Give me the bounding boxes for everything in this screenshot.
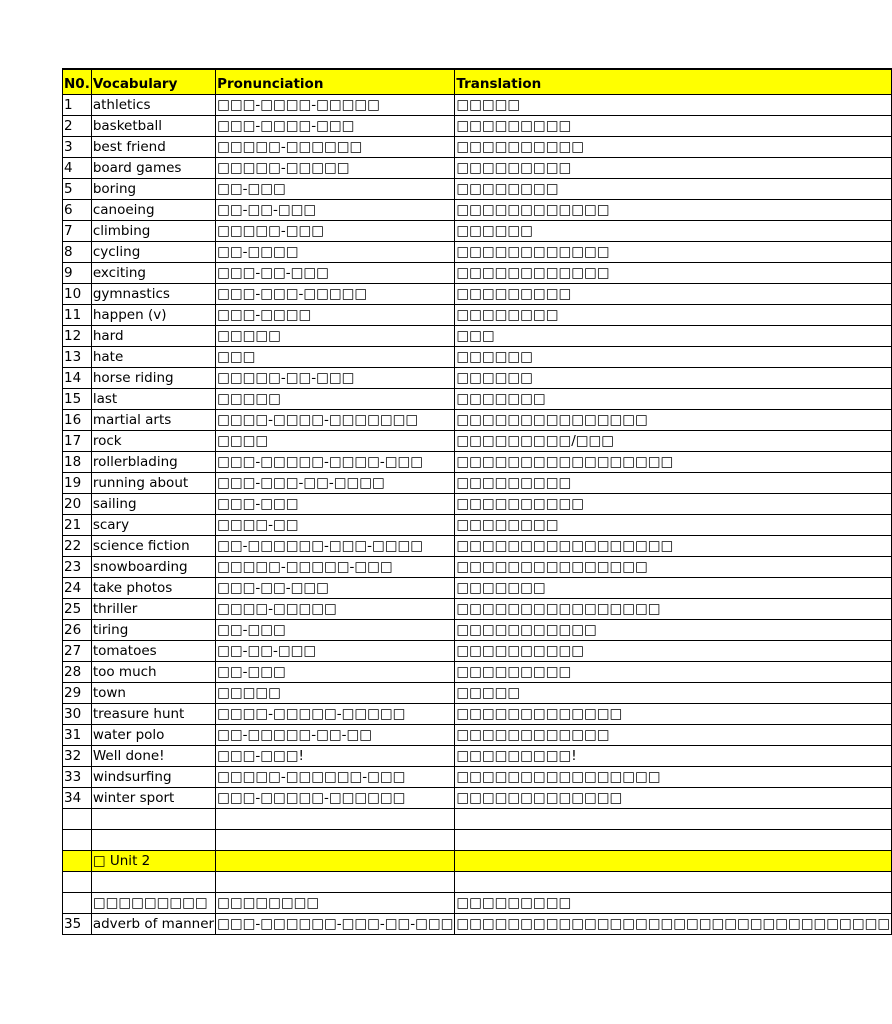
table-row: [63, 473, 892, 494]
row-no[interactable]: 4: [63, 158, 92, 179]
cell[interactable]: [216, 830, 455, 851]
row-trans[interactable]: □□□□□□□□□□□□□: [455, 704, 892, 725]
cell[interactable]: [63, 851, 92, 872]
row-pron[interactable]: □□□-□□□□-□□□: [216, 116, 455, 137]
row-no[interactable]: 23: [63, 557, 92, 578]
table-row: [63, 137, 892, 158]
row-trans[interactable]: □□□□□□□□□/□□□: [455, 431, 892, 452]
row-word[interactable]: last: [91, 389, 215, 410]
row-pron[interactable]: □□□□-□□: [216, 515, 455, 536]
row-pron[interactable]: □□□□□-□□□□□-□□□: [216, 557, 455, 578]
row-word[interactable]: gymnastics: [91, 284, 215, 305]
row-word[interactable]: basketball: [91, 116, 215, 137]
row-trans[interactable]: □□□□□□□□□□□□□□□□: [455, 767, 892, 788]
row-no[interactable]: 30: [63, 704, 92, 725]
cell[interactable]: [216, 872, 455, 893]
row-no[interactable]: 26: [63, 620, 92, 641]
row-trans[interactable]: □□□□□□□□: [455, 515, 892, 536]
row-trans[interactable]: □□□□□□□□□□□□□□□: [455, 410, 892, 431]
cell[interactable]: [91, 809, 215, 830]
row-word[interactable]: tomatoes: [91, 641, 215, 662]
row-no[interactable]: 15: [63, 389, 92, 410]
row-trans[interactable]: □□□□□□□: [455, 578, 892, 599]
row-pron[interactable]: □□□□□-□□□: [216, 221, 455, 242]
row-pron[interactable]: □□□□□-□□-□□□: [216, 368, 455, 389]
row-pron[interactable]: □□□□: [216, 431, 455, 452]
table-row: [63, 221, 892, 242]
row-trans[interactable]: □□□□□□□□□: [455, 158, 892, 179]
row-trans[interactable]: □□□□□□□□□: [455, 662, 892, 683]
row-pron[interactable]: □□□-□□-□□□: [216, 263, 455, 284]
row-trans[interactable]: □□□□□□□□: [455, 179, 892, 200]
row-pron[interactable]: □□-□□-□□□: [216, 200, 455, 221]
row-word[interactable]: science fiction: [91, 536, 215, 557]
subheader-row: [63, 893, 892, 914]
row-no[interactable]: 33: [63, 767, 92, 788]
row-word[interactable]: adverb of manner: [91, 914, 215, 935]
cell[interactable]: [63, 809, 92, 830]
row-word[interactable]: hard: [91, 326, 215, 347]
table-row: [63, 431, 892, 452]
row-trans[interactable]: □□□□□□□□□□□: [455, 620, 892, 641]
table-row: [63, 536, 892, 557]
row-no[interactable]: 21: [63, 515, 92, 536]
table-row: [63, 305, 892, 326]
table-row: [63, 914, 892, 935]
table-row: [63, 263, 892, 284]
row-word[interactable]: town: [91, 683, 215, 704]
row-word[interactable]: tiring: [91, 620, 215, 641]
row-word[interactable]: scary: [91, 515, 215, 536]
row-word[interactable]: running about: [91, 473, 215, 494]
blank-row: [63, 872, 892, 893]
table-row: [63, 746, 892, 767]
table-row: [63, 620, 892, 641]
subheader-pron[interactable]: □□□□□□□□: [216, 893, 455, 914]
row-trans[interactable]: □□□□□: [455, 683, 892, 704]
cell[interactable]: [63, 830, 92, 851]
row-no[interactable]: 24: [63, 578, 92, 599]
header-pronunciation[interactable]: Pronunciation: [216, 69, 455, 95]
row-trans[interactable]: □□□□□□□□□□□□: [455, 263, 892, 284]
table-row: [63, 557, 892, 578]
row-trans[interactable]: □□□□□: [455, 95, 892, 116]
unit-label[interactable]: □ Unit 2: [91, 851, 215, 872]
row-no[interactable]: 1: [63, 95, 92, 116]
row-no[interactable]: 13: [63, 347, 92, 368]
cell[interactable]: [63, 872, 92, 893]
row-pron[interactable]: □□□□□-□□□□□□: [216, 137, 455, 158]
row-pron[interactable]: □□-□□□: [216, 620, 455, 641]
table-row: [63, 284, 892, 305]
row-no[interactable]: 5: [63, 179, 92, 200]
cell[interactable]: [216, 851, 455, 872]
row-trans[interactable]: □□□□□□□□□□□□: [455, 242, 892, 263]
row-no[interactable]: 12: [63, 326, 92, 347]
cell[interactable]: [91, 830, 215, 851]
header-no[interactable]: N0.: [63, 69, 92, 95]
table-row: [63, 347, 892, 368]
vocabulary-rows: [63, 95, 892, 809]
table-row: [63, 494, 892, 515]
row-pron[interactable]: □□□□□: [216, 326, 455, 347]
row-pron[interactable]: □□-□□□□□-□□-□□: [216, 725, 455, 746]
row-trans[interactable]: □□□□□□□□: [455, 305, 892, 326]
row-no[interactable]: 34: [63, 788, 92, 809]
row-pron[interactable]: □□□: [216, 347, 455, 368]
table-row: [63, 95, 892, 116]
row-trans[interactable]: □□□□□□□□□: [455, 473, 892, 494]
table-row: [63, 326, 892, 347]
unit-section: [63, 809, 892, 935]
subheader-word[interactable]: □□□□□□□□□: [91, 893, 215, 914]
row-word[interactable]: sailing: [91, 494, 215, 515]
row-no[interactable]: 27: [63, 641, 92, 662]
row-no[interactable]: 11: [63, 305, 92, 326]
cell[interactable]: [455, 851, 892, 872]
row-trans[interactable]: □□□□□□□□□□□□: [455, 200, 892, 221]
row-no[interactable]: 8: [63, 242, 92, 263]
header-vocabulary[interactable]: Vocabulary: [91, 69, 215, 95]
row-word[interactable]: thriller: [91, 599, 215, 620]
table-row: [63, 242, 892, 263]
row-pron[interactable]: □□□-□□□□-□□□□□: [216, 95, 455, 116]
row-trans[interactable]: □□□□□□□□□□□□□□□□□: [455, 536, 892, 557]
row-pron[interactable]: □□□-□□□-□□□□□: [216, 284, 455, 305]
table-row: [63, 767, 892, 788]
table-row: [63, 179, 892, 200]
row-no[interactable]: 16: [63, 410, 92, 431]
row-trans[interactable]: □□□: [455, 326, 892, 347]
row-no[interactable]: 29: [63, 683, 92, 704]
row-pron[interactable]: □□□□□: [216, 683, 455, 704]
row-pron[interactable]: □□□□-□□□□□: [216, 599, 455, 620]
row-word[interactable]: winter sport: [91, 788, 215, 809]
row-word[interactable]: snowboarding: [91, 557, 215, 578]
table-row: [63, 683, 892, 704]
row-no[interactable]: 17: [63, 431, 92, 452]
row-no[interactable]: 10: [63, 284, 92, 305]
row-pron[interactable]: □□□□-□□□□-□□□□□□□: [216, 410, 455, 431]
row-word[interactable]: rock: [91, 431, 215, 452]
row-no[interactable]: 35: [63, 914, 92, 935]
row-word[interactable]: windsurfing: [91, 767, 215, 788]
row-pron[interactable]: □□□-□□□□□-□□□□-□□□: [216, 452, 455, 473]
row-pron[interactable]: □□-□□□□: [216, 242, 455, 263]
table-row: [63, 116, 892, 137]
row-word[interactable]: hate: [91, 347, 215, 368]
row-word[interactable]: exciting: [91, 263, 215, 284]
row-word[interactable]: treasure hunt: [91, 704, 215, 725]
row-word[interactable]: rollerblading: [91, 452, 215, 473]
table-row: [63, 662, 892, 683]
cell[interactable]: [455, 872, 892, 893]
row-trans[interactable]: □□□□□□□□□: [455, 116, 892, 137]
row-trans[interactable]: □□□□□□□□□!: [455, 746, 892, 767]
row-trans[interactable]: □□□□□□: [455, 221, 892, 242]
table-row: [63, 410, 892, 431]
table-row: [63, 599, 892, 620]
row-trans[interactable]: □□□□□□□□□□□□□□□□: [455, 599, 892, 620]
vocabulary-sheet: [62, 68, 892, 935]
row-trans[interactable]: □□□□□□□□□□□□□□□□□: [455, 452, 892, 473]
row-pron[interactable]: □□-□□□: [216, 662, 455, 683]
row-word[interactable]: take photos: [91, 578, 215, 599]
row-no[interactable]: 6: [63, 200, 92, 221]
row-trans[interactable]: □□□□□□□□□□: [455, 641, 892, 662]
row-no[interactable]: 32: [63, 746, 92, 767]
row-trans[interactable]: [455, 914, 892, 935]
row-trans[interactable]: □□□□□□□□□□: [455, 494, 892, 515]
row-trans[interactable]: □□□□□□: [455, 368, 892, 389]
row-trans[interactable]: □□□□□□□□□□□□□□□: [455, 557, 892, 578]
row-word[interactable]: Well done!: [91, 746, 215, 767]
row-word[interactable]: horse riding: [91, 368, 215, 389]
row-pron[interactable]: □□□-□□□□□□-□□□-□□-□□□: [216, 914, 455, 935]
row-pron[interactable]: □□□-□□□□□-□□□□□□: [216, 788, 455, 809]
table-row: [63, 158, 892, 179]
row-word[interactable]: boring: [91, 179, 215, 200]
row-pron[interactable]: □□□-□□-□□□: [216, 578, 455, 599]
row-trans-text: □□□□□□□□□□□□□□□□□□□□□□□□□□□□□□□□□□: [456, 916, 891, 932]
row-word[interactable]: board games: [91, 158, 215, 179]
row-pron[interactable]: □□□□□-□□□□□: [216, 158, 455, 179]
row-word[interactable]: water polo: [91, 725, 215, 746]
row-pron[interactable]: □□-□□□□□□-□□□-□□□□: [216, 536, 455, 557]
row-no[interactable]: 20: [63, 494, 92, 515]
row-word[interactable]: best friend: [91, 137, 215, 158]
row-no[interactable]: 7: [63, 221, 92, 242]
cell[interactable]: [455, 809, 892, 830]
subheader-trans[interactable]: □□□□□□□□□: [455, 893, 892, 914]
row-word[interactable]: happen (v): [91, 305, 215, 326]
unit-row: [63, 851, 892, 872]
cell[interactable]: [91, 872, 215, 893]
row-no[interactable]: 14: [63, 368, 92, 389]
cell[interactable]: [455, 830, 892, 851]
row-word[interactable]: canoeing: [91, 200, 215, 221]
row-trans[interactable]: □□□□□□□□□□□□□: [455, 788, 892, 809]
row-pron[interactable]: □□-□□-□□□: [216, 641, 455, 662]
table-row: [63, 578, 892, 599]
table-row: [63, 515, 892, 536]
cell[interactable]: [216, 809, 455, 830]
row-trans[interactable]: □□□□□□□: [455, 389, 892, 410]
table-row: [63, 704, 892, 725]
row-pron[interactable]: □□-□□□: [216, 179, 455, 200]
table-row: [63, 452, 892, 473]
row-trans[interactable]: □□□□□□: [455, 347, 892, 368]
header-row: [63, 69, 892, 95]
row-pron[interactable]: □□□□□-□□□□□□-□□□: [216, 767, 455, 788]
row-pron[interactable]: □□□-□□□-□□-□□□□: [216, 473, 455, 494]
row-no[interactable]: 9: [63, 263, 92, 284]
row-pron[interactable]: □□□□□: [216, 389, 455, 410]
row-trans[interactable]: □□□□□□□□□□□□: [455, 725, 892, 746]
row-no[interactable]: 28: [63, 662, 92, 683]
row-pron[interactable]: □□□□-□□□□□-□□□□□: [216, 704, 455, 725]
row-no[interactable]: 31: [63, 725, 92, 746]
row-no[interactable]: 25: [63, 599, 92, 620]
row-no[interactable]: 22: [63, 536, 92, 557]
row-pron[interactable]: □□□-□□□□: [216, 305, 455, 326]
blank-row: [63, 809, 892, 830]
table-row: [63, 200, 892, 221]
row-word[interactable]: athletics: [91, 95, 215, 116]
row-pron[interactable]: □□□-□□□!: [216, 746, 455, 767]
header-translation[interactable]: Translation: [455, 69, 892, 95]
row-no[interactable]: 3: [63, 137, 92, 158]
row-word[interactable]: too much: [91, 662, 215, 683]
table-row: [63, 788, 892, 809]
table-row: [63, 641, 892, 662]
row-trans[interactable]: □□□□□□□□□: [455, 284, 892, 305]
table-row: [63, 368, 892, 389]
row-trans[interactable]: □□□□□□□□□□: [455, 137, 892, 158]
row-word[interactable]: cycling: [91, 242, 215, 263]
cell[interactable]: [63, 893, 92, 914]
row-no[interactable]: 19: [63, 473, 92, 494]
row-pron[interactable]: □□□-□□□: [216, 494, 455, 515]
blank-row: [63, 830, 892, 851]
row-no[interactable]: 18: [63, 452, 92, 473]
table-row: [63, 389, 892, 410]
row-word[interactable]: martial arts: [91, 410, 215, 431]
row-word[interactable]: climbing: [91, 221, 215, 242]
row-no[interactable]: 2: [63, 116, 92, 137]
table-row: [63, 725, 892, 746]
